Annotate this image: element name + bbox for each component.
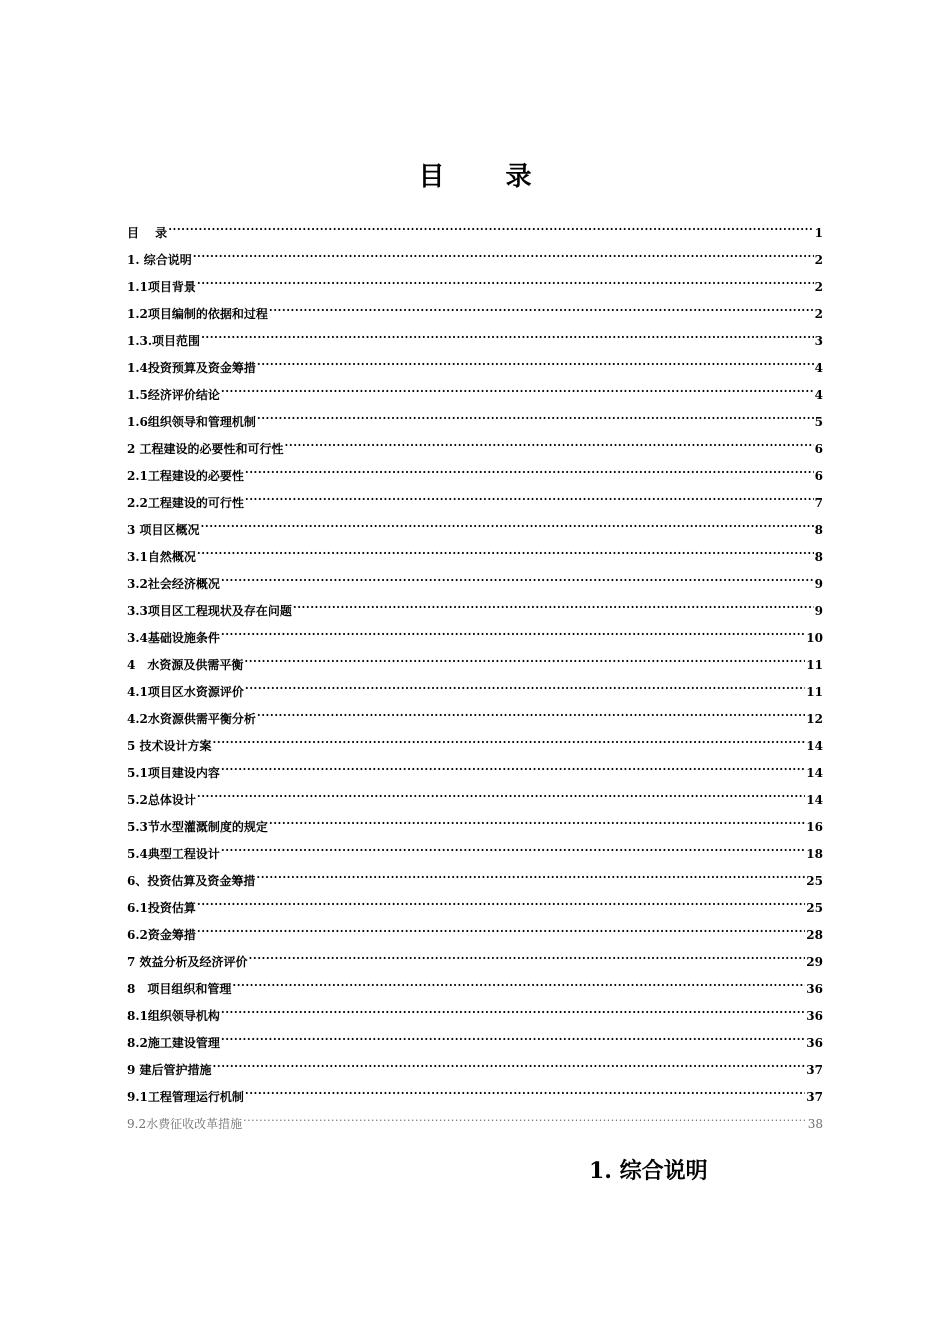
toc-dot-leader — [221, 387, 814, 399]
toc-entry-label: 5 技术设计方案 — [127, 739, 212, 753]
toc-entry[interactable] — [127, 355, 823, 382]
toc-entry-label: 3.3项目区工程现状及存在问题 — [127, 604, 292, 618]
toc-dot-leader — [243, 1116, 807, 1128]
toc-entry[interactable] — [127, 841, 823, 868]
toc-entry-label: 6.2资金筹措 — [127, 928, 196, 942]
toc-dot-leader — [213, 738, 806, 750]
toc-entry-label: 9 建后管护措施 — [127, 1063, 212, 1077]
toc-entry[interactable] — [127, 328, 823, 355]
toc-entry[interactable] — [127, 544, 823, 571]
toc-entry-page-number: 14 — [806, 766, 823, 780]
toc-dot-leader — [221, 576, 814, 588]
toc-entry-label: 2.1工程建设的必要性 — [127, 469, 244, 483]
toc-entry-label: 1.4投资预算及资金筹措 — [127, 361, 256, 375]
toc-entry-label: 9.2水费征收改革措施 — [127, 1117, 243, 1131]
toc-entry-page-number: 18 — [806, 847, 823, 861]
toc-list — [127, 220, 823, 1138]
toc-entry-page-number: 36 — [806, 982, 823, 996]
toc-entry[interactable] — [127, 220, 823, 247]
toc-entry-page-number: 37 — [806, 1063, 823, 1077]
toc-entry-page-number: 6 — [814, 469, 823, 483]
toc-entry[interactable] — [127, 301, 823, 328]
toc-entry[interactable] — [127, 868, 823, 895]
toc-entry[interactable] — [127, 1084, 823, 1111]
toc-dot-leader — [221, 630, 805, 642]
toc-entry-label: 8.2施工建设管理 — [127, 1036, 220, 1050]
toc-entry-page-number: 2 — [814, 307, 823, 321]
toc-dot-leader — [256, 873, 805, 885]
toc-entry-label: 5.2总体设计 — [127, 793, 196, 807]
toc-entry-page-number: 4 — [814, 388, 823, 402]
toc-entry[interactable] — [127, 382, 823, 409]
toc-entry-page-number: 25 — [806, 901, 823, 915]
toc-dot-leader — [245, 684, 805, 696]
toc-entry-label: 7 效益分析及经济评价 — [127, 955, 248, 969]
toc-entry-page-number: 9 — [814, 604, 823, 618]
toc-dot-leader — [269, 306, 814, 318]
toc-entry-label: 4 水资源及供需平衡 — [127, 658, 244, 672]
toc-entry[interactable] — [127, 733, 823, 760]
toc-dot-leader — [269, 819, 805, 831]
toc-entry-label: 8 项目组织和管理 — [127, 982, 232, 996]
toc-dot-leader — [285, 441, 814, 453]
toc-entry-label: 4.2水资源供需平衡分析 — [127, 712, 256, 726]
toc-dot-leader — [232, 981, 805, 993]
toc-entry-page-number: 11 — [806, 658, 823, 672]
toc-entry-label: 3.1自然概况 — [127, 550, 196, 564]
section-heading: 1. 综合说明 — [589, 1158, 708, 1184]
toc-entry-page-number: 4 — [814, 361, 823, 375]
toc-entry-page-number: 14 — [806, 739, 823, 753]
toc-dot-leader — [245, 468, 814, 480]
toc-entry[interactable] — [127, 436, 823, 463]
toc-entry-label: 4.1项目区水资源评价 — [127, 685, 244, 699]
toc-entry[interactable] — [127, 598, 823, 625]
toc-dot-leader — [197, 900, 805, 912]
toc-dot-leader — [245, 495, 814, 507]
toc-entry[interactable] — [127, 1003, 823, 1030]
toc-entry-label: 6、投资估算及资金筹措 — [127, 874, 256, 888]
toc-entry-label: 9.1工程管理运行机制 — [127, 1090, 244, 1104]
toc-entry-label: 3.4基础设施条件 — [127, 631, 220, 645]
toc-entry[interactable] — [127, 706, 823, 733]
toc-entry-page-number: 9 — [814, 577, 823, 591]
toc-entry-label: 3.2社会经济概况 — [127, 577, 220, 591]
toc-entry[interactable] — [127, 976, 823, 1003]
toc-entry-label: 5.3节水型灌溉制度的规定 — [127, 820, 268, 834]
toc-entry[interactable] — [127, 1030, 823, 1057]
toc-dot-leader — [249, 954, 806, 966]
toc-entry-page-number: 12 — [806, 712, 823, 726]
toc-entry-page-number: 16 — [806, 820, 823, 834]
toc-entry-label: 3 项目区概况 — [127, 523, 200, 537]
toc-entry-label: 2.2工程建设的可行性 — [127, 496, 244, 510]
toc-entry[interactable] — [127, 1057, 823, 1084]
toc-entry[interactable] — [127, 1111, 823, 1138]
toc-entry-page-number: 36 — [806, 1009, 823, 1023]
toc-dot-leader — [221, 1035, 805, 1047]
toc-entry[interactable] — [127, 274, 823, 301]
toc-entry-page-number: 1 — [814, 226, 823, 240]
toc-dot-leader — [201, 522, 814, 534]
toc-dot-leader — [197, 279, 814, 291]
toc-entry-page-number: 29 — [806, 955, 823, 969]
toc-entry-page-number: 25 — [806, 874, 823, 888]
toc-dot-leader — [197, 927, 805, 939]
toc-entry-page-number: 28 — [806, 928, 823, 942]
toc-entry[interactable] — [127, 679, 823, 706]
toc-entry-label: 8.1组织领导机构 — [127, 1009, 220, 1023]
toc-entry-label: 1.6组织领导和管理机制 — [127, 415, 256, 429]
toc-entry-page-number: 38 — [807, 1117, 823, 1131]
toc-entry[interactable] — [127, 787, 823, 814]
toc-entry-label: 5.1项目建设内容 — [127, 766, 220, 780]
toc-entry-page-number: 2 — [814, 253, 823, 267]
toc-entry[interactable] — [127, 625, 823, 652]
toc-entry[interactable] — [127, 490, 823, 517]
toc-entry[interactable] — [127, 949, 823, 976]
toc-dot-leader — [245, 1089, 805, 1101]
toc-entry[interactable] — [127, 571, 823, 598]
toc-entry-label: 1.2项目编制的依据和过程 — [127, 307, 268, 321]
toc-entry-page-number: 36 — [806, 1036, 823, 1050]
toc-entry-label: 目 录 — [127, 226, 168, 240]
toc-dot-leader — [213, 1062, 806, 1074]
toc-entry[interactable] — [127, 895, 823, 922]
toc-entry-page-number: 11 — [806, 685, 823, 699]
toc-entry-page-number: 2 — [814, 280, 823, 294]
toc-entry-label: 1.3.项目范围 — [127, 334, 201, 348]
toc-title: 目 录 — [418, 162, 558, 192]
toc-entry-label: 6.1投资估算 — [127, 901, 196, 915]
toc-dot-leader — [197, 549, 814, 561]
toc-entry[interactable] — [127, 247, 823, 274]
toc-dot-leader — [221, 846, 805, 858]
toc-entry[interactable] — [127, 463, 823, 490]
toc-dot-leader — [257, 711, 805, 723]
toc-entry-page-number: 8 — [814, 550, 823, 564]
toc-dot-leader — [257, 414, 814, 426]
toc-entry[interactable] — [127, 652, 823, 679]
toc-dot-leader — [193, 252, 814, 264]
toc-dot-leader — [293, 603, 814, 615]
toc-entry-page-number: 10 — [806, 631, 823, 645]
toc-dot-leader — [244, 657, 805, 669]
toc-dot-leader — [197, 792, 805, 804]
toc-dot-leader — [201, 333, 814, 345]
toc-dot-leader — [168, 225, 813, 237]
toc-entry-label: 5.4典型工程设计 — [127, 847, 220, 861]
toc-entry-label: 2 工程建设的必要性和可行性 — [127, 442, 284, 456]
toc-dot-leader — [257, 360, 814, 372]
toc-entry-page-number: 5 — [814, 415, 823, 429]
toc-entry[interactable] — [127, 409, 823, 436]
toc-entry-label: 1. 综合说明 — [127, 253, 192, 267]
toc-entry[interactable] — [127, 922, 823, 949]
toc-dot-leader — [221, 1008, 805, 1020]
toc-entry[interactable] — [127, 760, 823, 787]
toc-dot-leader — [221, 765, 805, 777]
toc-entry[interactable] — [127, 814, 823, 841]
toc-entry-page-number: 6 — [814, 442, 823, 456]
toc-entry-label: 1.1项目背景 — [127, 280, 196, 294]
toc-entry-page-number: 37 — [806, 1090, 823, 1104]
toc-entry-page-number: 8 — [814, 523, 823, 537]
toc-entry-page-number: 3 — [814, 334, 823, 348]
toc-entry-page-number: 7 — [814, 496, 823, 510]
toc-entry-page-number: 14 — [806, 793, 823, 807]
toc-entry-label: 1.5经济评价结论 — [127, 388, 220, 402]
toc-entry[interactable] — [127, 517, 823, 544]
